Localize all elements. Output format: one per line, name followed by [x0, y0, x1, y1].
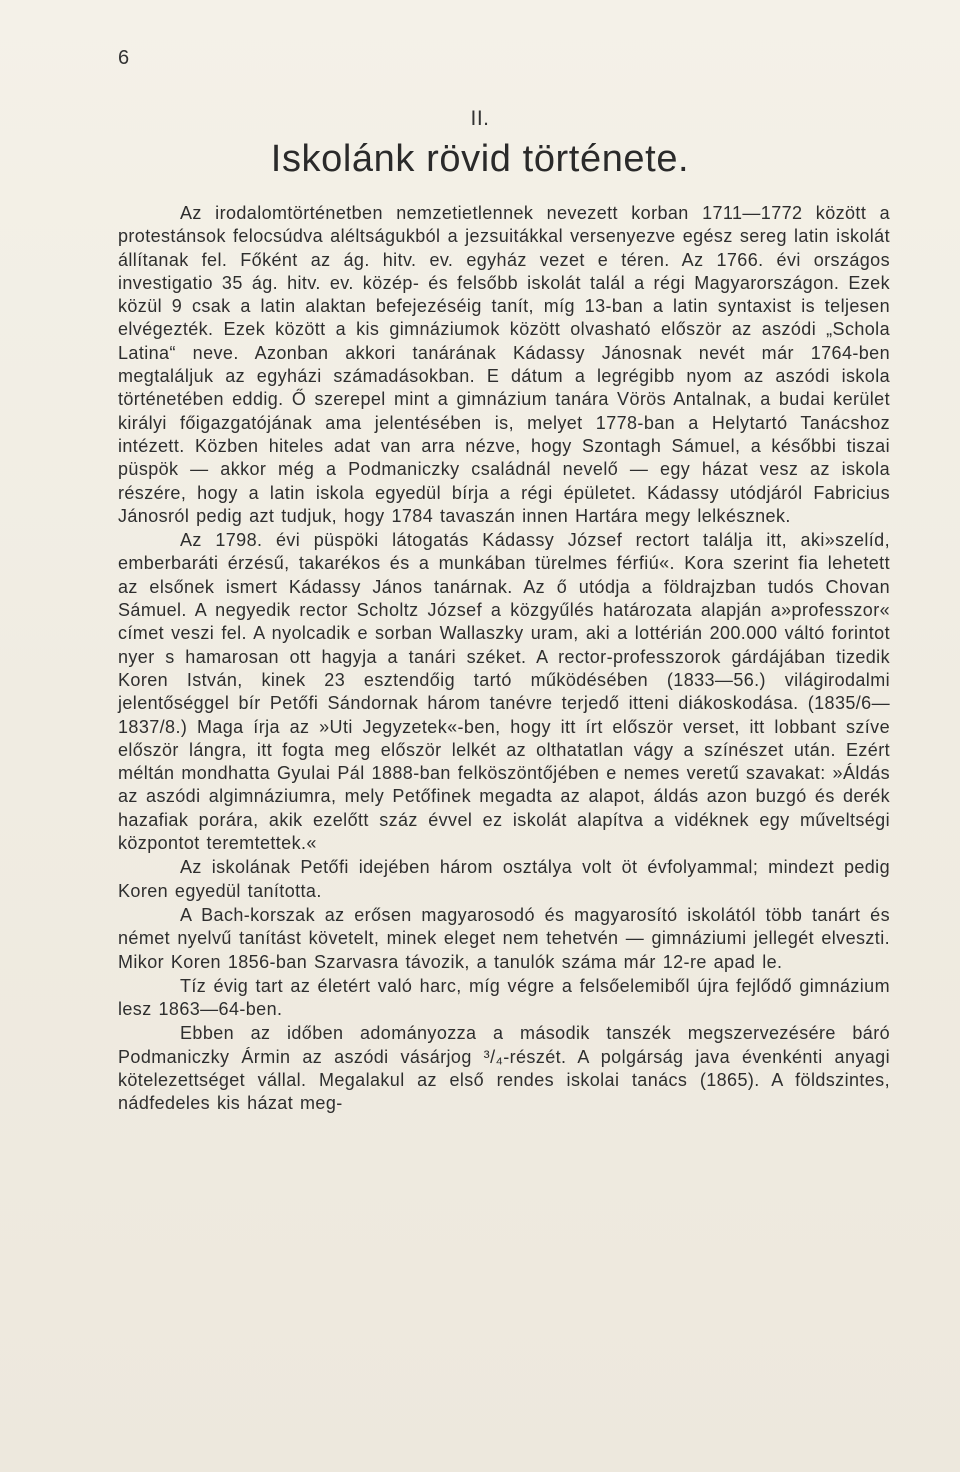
- paragraph: Az 1798. évi püspöki látogatás Kádassy József rectort találja itt, aki»szelíd, emberbaráti érzésű, takarékos és a munkában türelmes férfiú«. Kora szerint fia lehetett az elsőnek ismert Kádassy János tanárnak. Az ő utódja a földrajzban tudós Chovan Sámuel. A negyedik rector Scholtz József a közgyűlés határozata alapján a»professzor« címet veszi fel. A nyolcadik e sorban Wallaszky uram, aki a lottérián 200.000 váltó forintot nyer s hamarosan ott hagyja a tanári széket. A rector-professzorok gárdájában tizedik Koren István, kinek 23 esztendőig tartó működésében (1833—56.) világirodalmi jelentőséggel bír Petőfi Sándornak három tanévre terjedő itteni diákoskodása. (1835/6—1837/8.) Maga írja az »Uti Jegyzetek«-ben, hogy itt írt először verset, itt lobbant szíve először lángra, itt fogta meg először lelkét az olthatatlan vágy a színészet után. Ezért méltán mondhatta Gyulai Pál 1888-ban felköszöntőjében e nemes veretű szavakat: »Áldás az aszódi algimnáziumra, mely Petőfinek megadta az alapot, áldás azon buzgó és derék hazafiak porára, akik ezelőtt száz évvel ez iskolát alapítva a vidéknek egy műveltségi központot teremtettek.«: [118, 530, 890, 854]
- paragraph: Tíz évig tart az életért való harc, míg végre a felsőelemiből újra fejlődő gimnázium lesz 1863—64-ben.: [118, 975, 890, 1020]
- paragraph: A Bach-korszak az erősen magyarosodó és magyarosító iskolától több tanárt és német nyelvű tanítást követelt, minek eleget nem tehetvén — gimnáziumi jellegét elveszti. Mikor Koren 1856-ban Szarvasra távozik, a tanulók száma már 12-re apad le.: [118, 904, 890, 972]
- paragraph: Az irodalomtörténetben nemzetietlennek nevezett korban 1711—1772 között a protestánsok felocsúdva aléltságukból a jezsuitákkal versenyezve egész sereg latin iskolát állítanak fel. Főként az ág. hitv. ev. egyház vezet e téren. Az 1766. évi országos investigatio 35 ág. hitv. ev. közép- és felsőbb iskolát talál a régi Magyarországon. Ezek közül 9 csak a latin alaktan befejezéséig tanít, míg 13-ban a latin syntaxist is teljesen elvégezték. Ezek között a kis gimnáziumok között olvasható először az aszódi „Schola Latina“ neve. Azonban akkori tanárának Kádassy Jánosnak nevét már 1764-ben megtaláljuk az egyházi számadásokban. E dátum a legrégibb nyom az aszódi iskola történetében eddig. Ő szerepel mint a gimnázium tanára Vörös Antalnak, a budai kerület királyi főigazgatójának ama jelentésében is, melyet 1778-ban a Helytartó Tanácshoz intézett. Közben hiteles adat van arra nézve, hogy Szontagh Sámuel, a későbbi tiszai püspök — akkor még a Podmaniczky családnál nevelő — egy házat vesz az iskola részére, hogy a latin iskola egyedül bírja a régi épületet. Kádassy utódjáról Fabricius Jánosról pedig azt tudjuk, hogy 1784 tavaszán innen Hartára megy lelkésznek.: [118, 203, 890, 526]
- paragraph: Az iskolának Petőfi idejében három osztálya volt öt évfolyammal; mindezt pedig Koren egyedül tanította.: [118, 857, 890, 901]
- page-number: 6: [118, 47, 130, 69]
- chapter-title: Iskolánk rövid története.: [270, 138, 690, 180]
- chapter-body: [118, 202, 890, 1116]
- chapter-number: II.: [470, 107, 490, 130]
- paragraph: Ebben az időben adományozza a második tanszék megszervezésére báró Podmaniczky Ármin az aszódi vásárjog ³/₄-részét. A polgárság java évenkénti anyagi kötelezettséget vállal. Megalakul az első rendes iskolai tanács (1865). A földszintes, nádfedeles kis házat meg-: [118, 1023, 890, 1114]
